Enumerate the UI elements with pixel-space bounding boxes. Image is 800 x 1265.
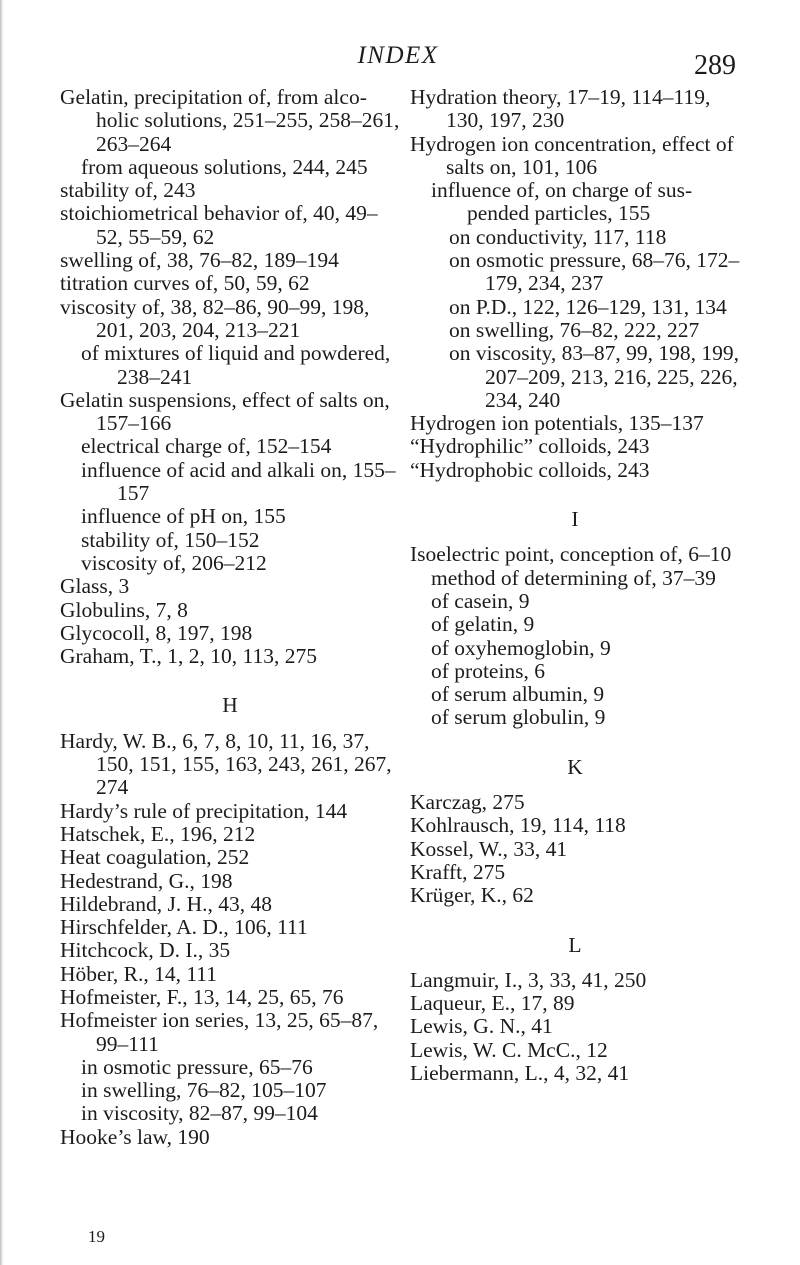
index-entry: “Hydrophilic” colloids, 243 (410, 434, 650, 459)
index-subentry: of oxyhemoglobin, 9 (431, 635, 611, 660)
index-entry: Hitchcock, D. I., 35 (60, 938, 231, 963)
index-entry: stability of, 243 (60, 178, 196, 203)
index-entry: Hydrogen ion potentials, 135–137 (410, 411, 704, 436)
index-entry: Graham, T., 1, 2, 10, 113, 275 (60, 644, 317, 669)
index-subentry: in swelling, 76–82, 105–107 (81, 1078, 327, 1103)
section-letter: L (568, 932, 582, 957)
index-subentry: in osmotic pressure, 65–76 (81, 1054, 313, 1079)
index-entry: “Hydrophobic colloids, 243 (410, 457, 650, 482)
index-entry: Hydration theory, 17–19, 114–119, 130, 197, 230 (410, 85, 711, 133)
index-subentry: of gelatin, 9 (431, 612, 535, 637)
index-entry: Liebermann, L., 4, 32, 41 (410, 1060, 630, 1085)
index-subentry: on conductivity, 117, 118 (449, 224, 667, 249)
index-subentry: viscosity of, 206–212 (81, 550, 267, 575)
signature-mark: 19 (88, 1227, 105, 1246)
index-entry: Kohlrausch, 19, 114, 118 (410, 813, 626, 838)
index-subentry: stability of, 150–152 (81, 527, 260, 552)
index-entry: Hardy, W. B., 6, 7, 8, 10, 11, 16, 37, 150, 151, 155, 163, 243, 261, 267, 274 (60, 728, 392, 800)
index-entry: Krafft, 275 (410, 859, 506, 884)
index-entry: Hedestrand, G., 198 (60, 868, 233, 893)
index-subentry: influence of, on charge of suspended particles, 155 (431, 178, 693, 226)
index-column-right (410, 86, 740, 1085)
section-letter: I (571, 507, 579, 532)
index-entry: Hirschfelder, A. D., 106, 111 (60, 915, 308, 940)
index-entry: Hildebrand, J. H., 43, 48 (60, 891, 272, 916)
section-letter: K (567, 754, 583, 779)
index-entry: Isoelectric point, conception of, 6–10 (410, 542, 732, 567)
index-entry: Hofmeister ion series, 13, 25, 65–87, 99–111 (60, 1008, 379, 1056)
page-number: 289 (694, 50, 736, 81)
index-entry: Hatschek, E., 196, 212 (60, 821, 256, 846)
index-subentry: of casein, 9 (431, 588, 530, 613)
index-entry: Gelatin suspensions, effect of salts on, 157–166 (60, 387, 390, 436)
index-subentry: influence of acid and alkali on, 155–157 (81, 457, 396, 506)
index-subentry: on swelling, 76–82, 222, 227 (449, 317, 700, 342)
index-entry: swelling of, 38, 76–82, 189–194 (60, 248, 339, 273)
section-letter: H (222, 693, 238, 718)
index-entry: Lewis, W. C. McC., 12 (410, 1037, 608, 1062)
running-head-title: INDEX (357, 42, 439, 69)
index-entry: Glycocoll, 8, 197, 198 (60, 620, 253, 645)
index-subentry: on viscosity, 83–87, 99, 198, 199, 207–209, 213, 216, 225, 226, 234, 240 (449, 341, 740, 412)
index-entry: Karczag, 275 (410, 790, 525, 815)
index-subentry: in viscosity, 82–87, 99–104 (81, 1101, 318, 1126)
index-subentry: of mixtures of liquid and powdered, 238–241 (81, 341, 391, 389)
index-entry: Glass, 3 (60, 574, 130, 599)
index-entry: Hardy’s rule of precipitation, 144 (60, 798, 348, 823)
index-entry: Hydrogen ion concentration, effect of salts on, 101, 106 (410, 131, 734, 179)
index-entry: Höber, R., 14, 111 (60, 961, 217, 986)
index-entry: viscosity of, 38, 82–86, 90–99, 198, 201, 203, 204, 213–221 (60, 294, 370, 342)
index-entry: Kossel, W., 33, 41 (410, 836, 568, 861)
index-entry: Langmuir, I., 3, 33, 41, 250 (410, 967, 647, 992)
index-subentry: on P.D., 122, 126–129, 131, 134 (449, 294, 727, 319)
running-head (60, 40, 736, 80)
index-subentry: electrical charge of, 152–154 (81, 434, 332, 459)
index-subentry: on osmotic pressure, 68–76, 172–179, 234, 237 (449, 248, 740, 296)
index-subentry: method of determining of, 37–39 (431, 565, 716, 590)
index-subentry: of proteins, 6 (431, 658, 546, 683)
index-subentry: of serum albumin, 9 (431, 682, 605, 707)
index-entry: stoichiometrical behavior of, 40, 49–52, 55–59, 62 (60, 201, 378, 249)
index-entry: Hooke’s law, 190 (60, 1124, 210, 1149)
index-entry: titration curves of, 50, 59, 62 (60, 271, 310, 296)
page-edge (0, 0, 4, 1265)
index-subentry: influence of pH on, 155 (81, 504, 286, 529)
index-column-left (60, 86, 400, 1149)
index-entry: Globulins, 7, 8 (60, 597, 188, 622)
index-entry: Laqueur, E., 17, 89 (410, 991, 575, 1016)
index-entry: Hofmeister, F., 13, 14, 25, 65, 76 (60, 984, 344, 1009)
index-entry: Gelatin, precipitation of, from alcoholic solutions, 251–255, 258–261, 263–264 (60, 85, 400, 156)
index-entry: Krüger, K., 62 (410, 883, 534, 908)
index-entry: Heat coagulation, 252 (60, 845, 250, 870)
index-entry: Lewis, G. N., 41 (410, 1014, 553, 1039)
index-subentry: from aqueous solutions, 244, 245 (81, 154, 368, 179)
index-subentry: of serum globulin, 9 (431, 705, 606, 730)
